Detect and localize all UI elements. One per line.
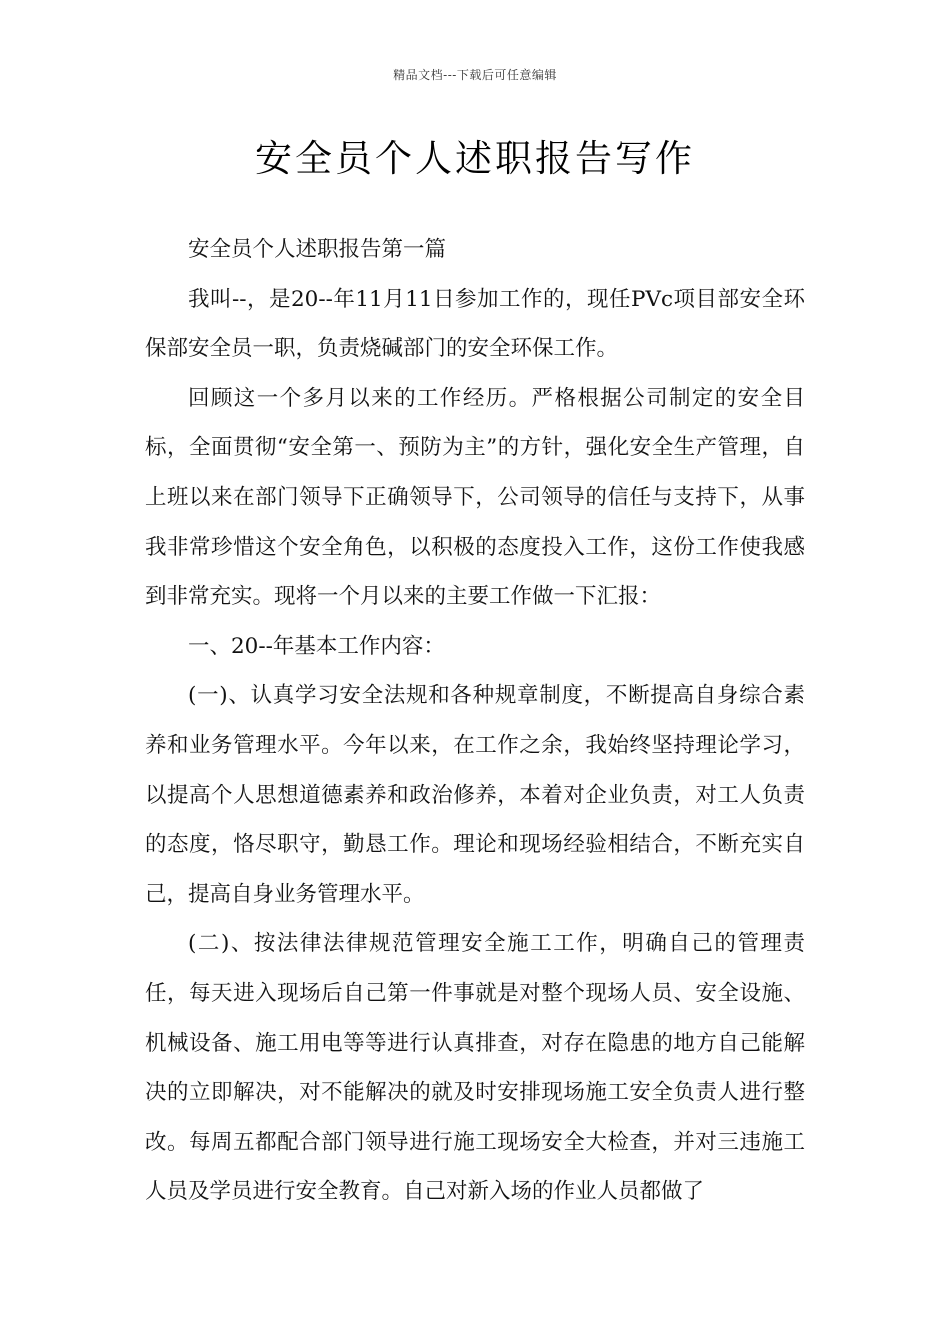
paragraph-section-heading: 安全员个人述职报告第一篇 xyxy=(188,237,447,262)
paragraph-item-1: (一)、认真学习安全法规和各种规章制度，不断提高自身综合素养和业务管理水平。今年以来，在工作之余，我始终坚持理论学习，以提高个人思想道德素养和政治修养，本着对企业负责，对工人负责的态度，恪尽职守，勤恳工作。理论和现场经验相结合，不断充实自己，提高自身业务管理水平。 xyxy=(145,683,805,907)
paragraph-review: 回顾这一个多月以来的工作经历。严格根据公司制定的安全目标，全面贯彻“安全第一、预防为主”的方针，强化安全生产管理，自上班以来在部门领导下正确领导下，公司领导的信任与支持下，从事我非常珍惜这个安全角色，以积极的态度投入工作，这份工作使我感到非常充实。现将一个月以来的主要工作做一下汇报： xyxy=(145,385,805,610)
document-title: 安全员个人述职报告写作 xyxy=(255,137,695,180)
header-note: 精品文档---下载后可任意编辑 xyxy=(393,68,557,82)
paragraph-work-content-heading: 一、20--年基本工作内容： xyxy=(188,633,445,659)
paragraph-introduction: 我叫--，是20--年11月11日参加工作的，现任PVc项目部安全环保部安全员一职，负责烧碱部门的安全环保工作。 xyxy=(145,286,805,362)
document-body xyxy=(145,225,805,1217)
paragraph-item-2: (二)、按法律法律规范管理安全施工工作，明确自己的管理责任，每天进入现场后自己第一件事就是对整个现场人员、安全设施、机械设备、施工用电等等进行认真排查，对存在隐患的地方自己能解决的立即解决，对不能解决的就及时安排现场施工安全负责人进行整改。每周五都配合部门领导进行施工现场安全大检查，并对三违施工人员及学员进行安全教育。自己对新入场的作业人员都做了 xyxy=(145,931,805,1205)
